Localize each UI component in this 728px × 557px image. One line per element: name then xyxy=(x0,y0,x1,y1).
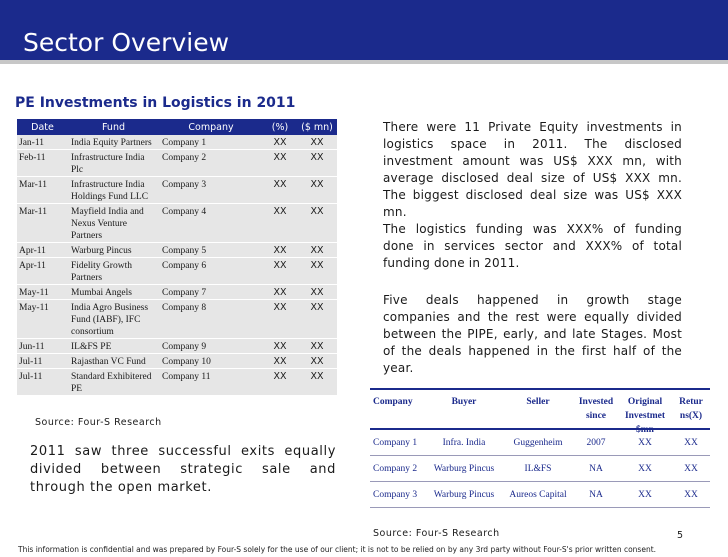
col-returns: Retur ns(X) xyxy=(679,397,703,421)
row-pct: XX xyxy=(273,260,287,271)
table-row xyxy=(370,456,710,482)
row-company: Company 10 xyxy=(162,357,211,367)
row-amount: XX xyxy=(310,206,324,217)
row-company: Company 1 xyxy=(162,138,207,148)
exits-summary: 2011 saw three successful exits equally divided between strategic sale and through the open market. xyxy=(30,444,336,495)
row-company: Company 3 xyxy=(162,180,207,190)
row-fund: Mumbai Angels xyxy=(71,288,132,298)
col-seller: Seller xyxy=(526,397,550,407)
row-amount: XX xyxy=(310,371,324,382)
investments-table xyxy=(17,119,337,396)
table-row xyxy=(17,135,337,150)
row-seller: Aureos Capital xyxy=(509,489,567,500)
row-amount: XX xyxy=(310,152,324,163)
exits-table xyxy=(370,388,710,508)
row-fund: Fidelity Growth Partners xyxy=(71,261,132,283)
table-row xyxy=(17,285,337,300)
row-date: Feb-11 xyxy=(19,153,46,163)
row-company: Company 8 xyxy=(162,303,207,313)
source-note-left: Source: Four-S Research xyxy=(35,417,162,428)
row-fund: Warburg Pincus xyxy=(71,246,132,256)
row-buyer: Warburg Pincus xyxy=(433,463,495,474)
table-row xyxy=(17,369,337,396)
row-fund: India Equity Partners xyxy=(71,138,152,148)
row-amount: XX xyxy=(310,302,324,313)
row-amount: XX xyxy=(310,245,324,256)
table-row xyxy=(17,150,337,177)
row-amount: XX xyxy=(310,137,324,148)
row-date: Apr-11 xyxy=(19,261,46,271)
col-amount: ($ mn) xyxy=(301,121,333,133)
table-row xyxy=(370,482,710,508)
row-returns: XX xyxy=(684,463,698,474)
row-pct: XX xyxy=(273,206,287,217)
table-row xyxy=(17,339,337,354)
row-pct: XX xyxy=(273,356,287,367)
row-fund: IL&FS PE xyxy=(71,342,112,352)
row-amount: XX xyxy=(310,341,324,352)
row-pct: XX xyxy=(273,245,287,256)
row-date: Jun-11 xyxy=(19,342,45,352)
row-amount: XX xyxy=(310,287,324,298)
row-pct: XX xyxy=(273,371,287,382)
row-date: Jul-11 xyxy=(19,372,43,382)
row-fund: Rajasthan VC Fund xyxy=(71,357,146,367)
table-row xyxy=(17,243,337,258)
row-company: Company 3 xyxy=(373,489,418,500)
row-invested-since: NA xyxy=(589,489,603,500)
table-row xyxy=(17,258,337,285)
investments-table-body xyxy=(17,135,337,396)
row-fund: India Agro Business Fund (IABF), IFC consortium xyxy=(71,303,149,337)
page-number: 5 xyxy=(677,530,684,541)
row-original-investment: XX xyxy=(638,463,652,474)
row-date: Jan-11 xyxy=(19,138,44,148)
row-buyer: Infra. India xyxy=(442,437,486,448)
header-banner xyxy=(0,0,728,64)
row-seller: IL&FS xyxy=(524,463,552,474)
row-fund: Mayfield India and Nexus Venture Partners xyxy=(71,207,144,241)
row-returns: XX xyxy=(684,489,698,500)
row-company: Company 9 xyxy=(162,342,207,352)
table-row xyxy=(17,300,337,339)
row-date: May-11 xyxy=(19,303,49,313)
exits-table-body xyxy=(370,430,710,508)
row-original-investment: XX xyxy=(638,489,652,500)
row-date: Mar-11 xyxy=(19,207,47,217)
col-invested-since: Invested since xyxy=(578,397,614,421)
section-title: PE Investments in Logistics in 2011 xyxy=(15,95,296,111)
row-amount: XX xyxy=(310,260,324,271)
row-fund: Standard Exhibitered PE xyxy=(71,372,152,394)
col-original-investment: Original Investmet $mn xyxy=(624,397,666,435)
table-row xyxy=(17,204,337,243)
row-buyer: Warburg Pincus xyxy=(433,489,495,500)
col-company: Company xyxy=(188,121,234,133)
exits-table-header xyxy=(370,388,710,435)
row-pct: XX xyxy=(273,179,287,190)
col-date: Date xyxy=(31,121,54,133)
row-pct: XX xyxy=(273,152,287,163)
row-pct: XX xyxy=(273,302,287,313)
col-buyer: Buyer xyxy=(451,397,477,407)
col-fund: Fund xyxy=(101,121,126,133)
investments-table-header xyxy=(17,119,337,135)
row-company: Company 6 xyxy=(162,261,207,271)
row-returns: XX xyxy=(684,437,698,448)
row-pct: XX xyxy=(273,287,287,298)
row-fund: Infrastructure India Holdings Fund LLC xyxy=(71,180,149,202)
page-title: Sector Overview xyxy=(23,28,230,57)
row-amount: XX xyxy=(310,356,324,367)
row-date: Jul-11 xyxy=(19,357,43,367)
row-company: Company 7 xyxy=(162,288,207,298)
col-pct: (%) xyxy=(271,121,289,133)
summary-para-1: There were 11 Private Equity investments in logistics space in 2011. The disclosed investment amount was US$ XXX mn, with average disclosed deal size of US$ XXX mn. The biggest disclosed deal size was US$ XXX mn. xyxy=(383,120,682,219)
col-exit-company: Company xyxy=(373,397,413,407)
row-company: Company 1 xyxy=(373,437,418,448)
row-original-investment: XX xyxy=(638,437,652,448)
row-date: Apr-11 xyxy=(19,246,46,256)
row-pct: XX xyxy=(273,137,287,148)
confidentiality-footer: This information is confidential and was prepared by Four-S solely for the use of our client; it is not to be relied on by any 3rd party without Four-S's prior written consent. xyxy=(18,545,657,554)
row-company: Company 2 xyxy=(162,153,207,163)
row-seller: Guggenheim xyxy=(513,437,563,448)
row-pct: XX xyxy=(273,341,287,352)
source-note-right: Source: Four-S Research xyxy=(373,528,500,539)
row-company: Company 5 xyxy=(162,246,207,256)
row-invested-since: NA xyxy=(589,463,603,474)
table-row xyxy=(17,354,337,369)
row-date: May-11 xyxy=(19,288,49,298)
row-date: Mar-11 xyxy=(19,180,47,190)
table-row xyxy=(17,177,337,204)
row-invested-since: 2007 xyxy=(586,437,606,448)
summary-para-2: The logistics funding was XXX% of funding done in services sector and XXX% of total funding done in 2011. xyxy=(383,222,682,270)
summary-para-3: Five deals happened in growth stage companies and the rest were equally divided between the PIPE, early, and late Stages. Most of the deals happened in the first half of the year. xyxy=(383,293,682,375)
row-amount: XX xyxy=(310,179,324,190)
row-company: Company 4 xyxy=(162,207,207,217)
row-company: Company 2 xyxy=(373,463,418,474)
row-fund: Infrastructure India Plc xyxy=(71,153,145,175)
table-row xyxy=(370,430,710,456)
row-company: Company 11 xyxy=(162,372,211,382)
summary-text xyxy=(383,119,682,377)
